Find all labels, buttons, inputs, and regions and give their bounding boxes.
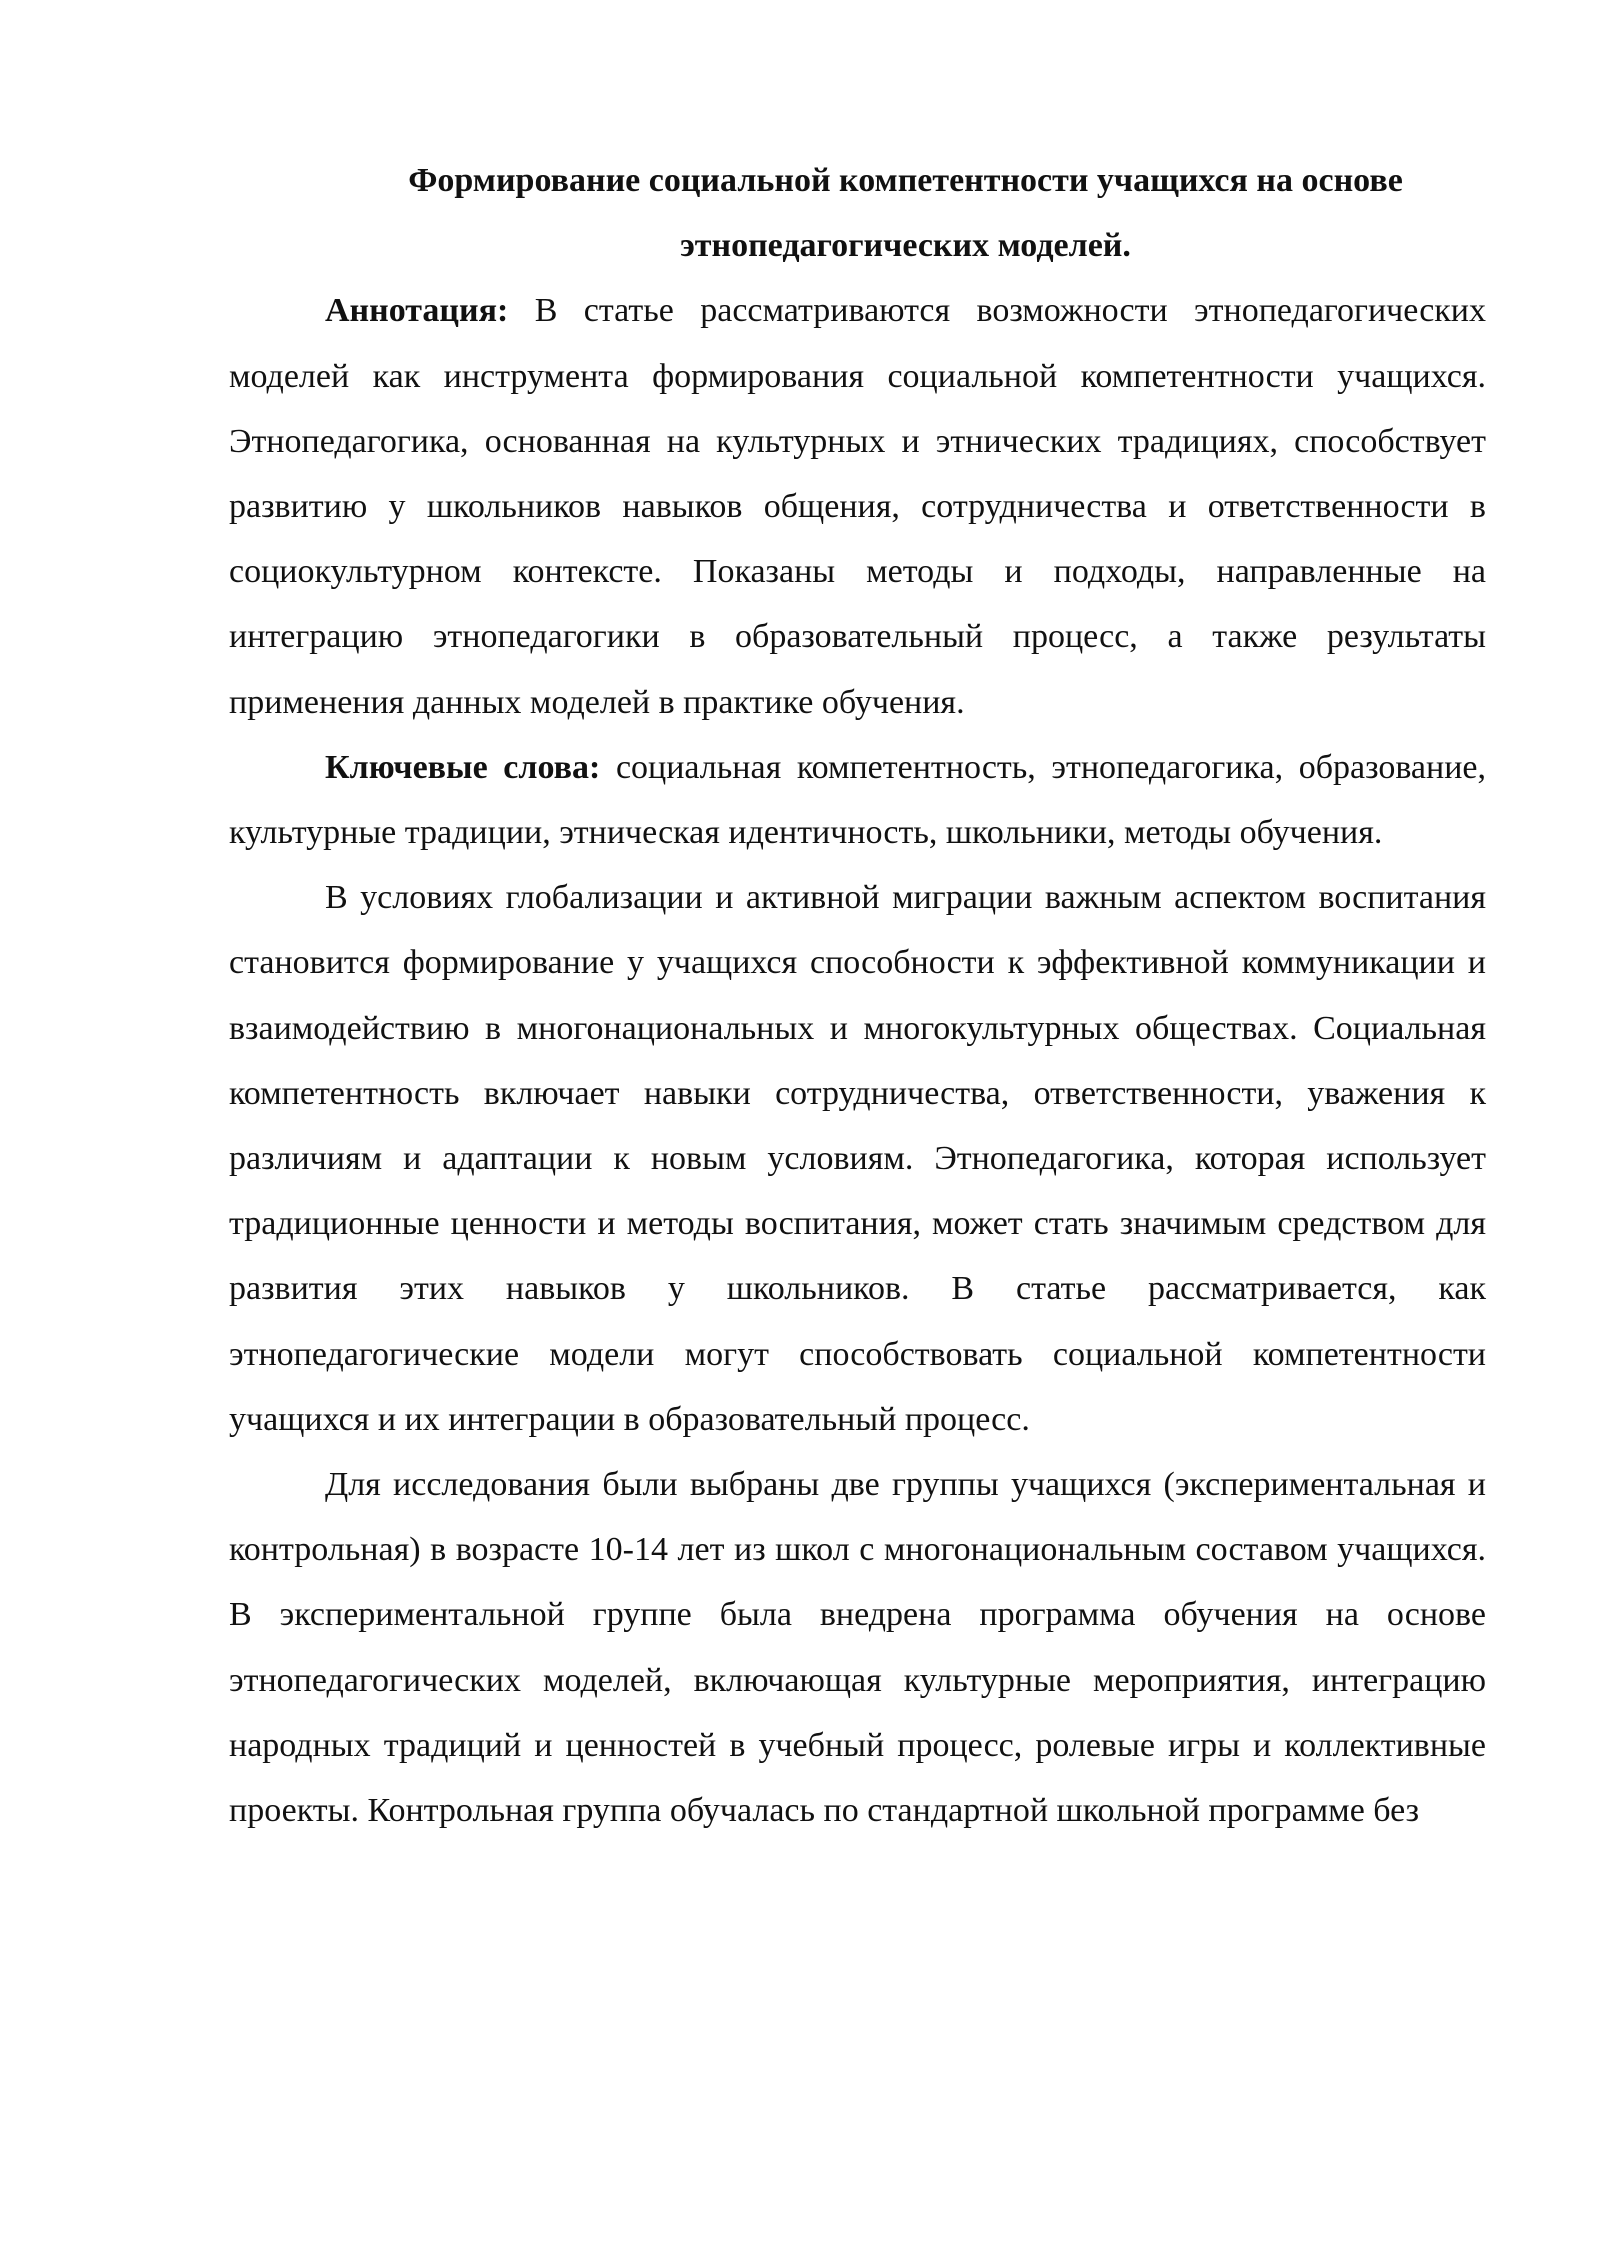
body-paragraph-2: Для исследования были выбраны две группы учащихся (экспериментальная и контрольная) в возрасте 10-14 лет из школ с многонациональным составом учащихся. В экспериментальной группе была внедрена программа обучения на основе этнопедагогических моделей, включающая культурные мероприятия, интеграцию народных традиций и ценностей в учебный процесс, ролевые игры и коллективные проекты. Контрольная группа обучалась по стандартной школьной программе без <box>229 1466 1486 1830</box>
abstract-text: В статье рассматриваются возможности этнопедагогических моделей как инструмента формирования социальной компетентности учащихся. Этнопедагогика, основанная на культурных и этнических традициях, способствует развитию у школьников навыков общения, сотрудничества и ответственности в социокультурном контексте. Показаны методы и подходы, направленные на интеграцию этнопедагогики в образовательный процесс, а также результаты применения данных моделей в практике обучения. <box>229 292 1486 721</box>
keywords-label: Ключевые слова: <box>325 748 601 786</box>
keywords-paragraph <box>229 735 1486 865</box>
body-paragraph-1: В условиях глобализации и активной миграции важным аспектом воспитания становится формирование у учащихся способности к эффективной коммуникации и взаимодействию в многонациональных и многокультурных обществах. Социальная компетентность включает навыки сотрудничества, ответственности, уважения к различиям и адаптации к новым условиям. Этнопедагогика, которая использует традиционные ценности и методы воспитания, может стать значимым средством для развития этих навыков у школьников. В статье рассматривается, как этнопедагогические модели могут способствовать социальной компетентности учащихся и их интеграции в образовательный процесс. <box>229 879 1486 1438</box>
article-title-line-1: Формирование социальной компетентности учащихся на основе <box>408 162 1403 199</box>
abstract-label: Аннотация: <box>325 292 509 330</box>
keywords-text: социальная компетентность, этнопедагогика, образование, культурные традиции, этническая идентичность, школьники, методы обучения. <box>229 748 1487 852</box>
article-title-line-2: этнопедагогических моделей. <box>680 227 1131 265</box>
document-body <box>229 148 1486 1843</box>
article-title <box>229 148 1486 278</box>
abstract-paragraph <box>229 278 1486 734</box>
